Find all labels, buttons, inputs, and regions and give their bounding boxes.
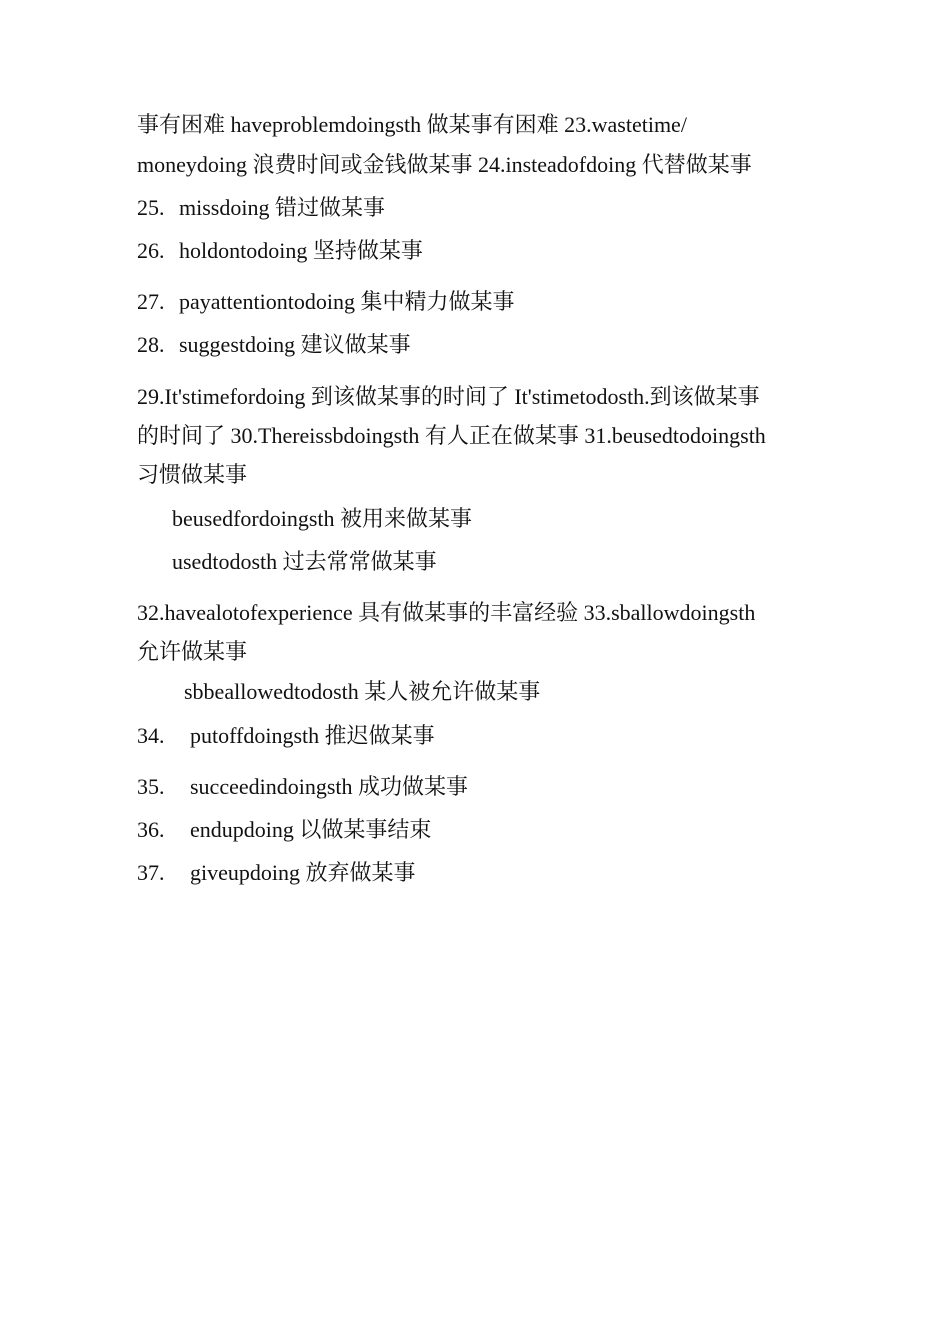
list-number: 26. xyxy=(137,238,165,263)
list-number: 36. xyxy=(137,817,165,842)
list-item xyxy=(137,288,514,316)
list-text: putoffdoingsth 推迟做某事 xyxy=(190,723,435,748)
list-number: 27. xyxy=(137,289,165,314)
list-text: endupdoing 以做某事结束 xyxy=(190,817,432,842)
sub-item: beusedfordoingsth 被用来做某事 xyxy=(172,506,473,531)
list-number: 35. xyxy=(137,774,165,799)
list-item xyxy=(137,859,416,887)
list-text: suggestdoing 建议做某事 xyxy=(179,332,411,357)
list-number: 28. xyxy=(137,332,165,357)
list-number: 34. xyxy=(137,723,165,748)
paragraph-line: 的时间了 30.Thereissbdoingsth 有人正在做某事 31.beusedtodoingsth xyxy=(137,423,766,448)
paragraph-line: 事有困难 haveproblemdoingsth 做某事有困难 23.wastetime/ xyxy=(137,112,687,137)
list-number: 25. xyxy=(137,195,165,220)
list-text: succeedindoingsth 成功做某事 xyxy=(190,774,469,799)
paragraph-line: moneydoing 浪费时间或金钱做某事 24.insteadofdoing 代替做某事 xyxy=(137,152,752,177)
list-item xyxy=(137,194,385,222)
list-item xyxy=(137,816,431,844)
list-item xyxy=(137,773,468,801)
paragraph-line: 允许做某事 xyxy=(137,639,248,664)
sub-item: usedtodosth 过去常常做某事 xyxy=(172,549,437,574)
list-item xyxy=(137,722,435,750)
list-item xyxy=(137,237,423,265)
list-item xyxy=(137,331,411,359)
list-text: holdontodoing 坚持做某事 xyxy=(179,238,423,263)
list-text: missdoing 错过做某事 xyxy=(179,195,385,220)
list-text: payattentiontodoing 集中精力做某事 xyxy=(179,289,515,314)
sub-item: sbbeallowedtodosth 某人被允许做某事 xyxy=(184,679,541,704)
paragraph-line: 29.It'stimefordoing 到该做某事的时间了 It'stimetodosth.到该做某事 xyxy=(137,384,760,409)
list-number: 37. xyxy=(137,860,165,885)
list-text: giveupdoing 放弃做某事 xyxy=(190,860,416,885)
paragraph-line: 习惯做某事 xyxy=(137,462,248,487)
paragraph-line: 32.havealotofexperience 具有做某事的丰富经验 33.sballowdoingsth xyxy=(137,600,756,625)
